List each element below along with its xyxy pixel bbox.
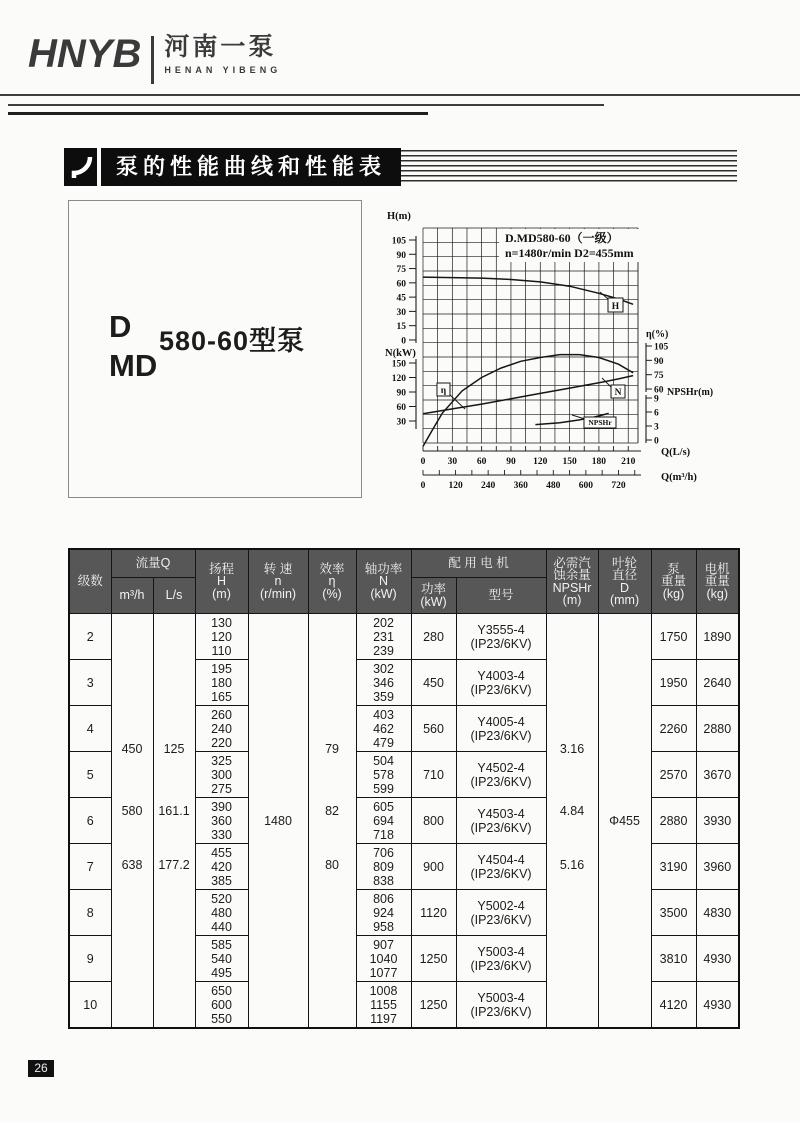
q1-tick-label: 0	[420, 457, 426, 467]
cell-line: 403	[373, 707, 394, 722]
cell-line: 180	[211, 675, 232, 690]
h-tick-label: 45	[396, 293, 406, 304]
cell-line: 605	[373, 799, 394, 814]
cell-line: 1040	[369, 951, 398, 966]
npshr-axis-label: NPSHr(m)	[667, 387, 714, 398]
h-tick-label: 75	[396, 265, 406, 276]
col-flow-ls: L/s	[153, 578, 195, 614]
curve-label: NPSHr	[588, 418, 612, 427]
motor-model-cell	[456, 752, 546, 798]
cell-line: 599	[373, 781, 394, 796]
curve-N	[423, 376, 633, 414]
curve-label: N	[614, 388, 622, 398]
col-motor-power: 功率 (kW)	[411, 578, 456, 614]
merged-value: 125	[163, 742, 185, 757]
motor-model-cell	[456, 936, 546, 982]
merged-value: 450	[121, 742, 143, 757]
cell-line: 360	[211, 813, 232, 828]
speed-column: 1480	[248, 614, 308, 1029]
table-body	[69, 614, 739, 1029]
cell-line: 239	[373, 643, 394, 658]
col-speed: 转 速 n (r/min)	[248, 549, 308, 614]
stage-cell: 2	[69, 614, 111, 660]
cell-line: 718	[373, 827, 394, 842]
cell-line: Y5002-4	[477, 898, 525, 913]
curve-label: η	[440, 386, 447, 396]
motor-model-cell	[456, 706, 546, 752]
eta-tick-label: 60	[654, 385, 664, 396]
h-tick-label: 0	[401, 336, 406, 347]
q2-tick-label: 120	[448, 481, 463, 491]
cell-line: 520	[211, 891, 232, 906]
shaft-power-cell	[356, 706, 411, 752]
col-impeller: 叶轮 直径 D (mm)	[598, 549, 651, 614]
cell-line: 480	[211, 905, 232, 920]
pump-icon	[64, 148, 97, 186]
cell-line: Y5003-4	[477, 990, 525, 1005]
stage-cell: 4	[69, 706, 111, 752]
stage-cell: 8	[69, 890, 111, 936]
cell-line: 120	[211, 629, 232, 644]
eta-axis-label: η(%)	[646, 329, 669, 340]
cell-line: 706	[373, 845, 394, 860]
eta-tick-label: 105	[654, 342, 669, 353]
cell-line: 330	[211, 827, 232, 842]
cell-line: 195	[211, 661, 232, 676]
cell-line: Y5003-4	[477, 944, 525, 959]
motor-model-cell	[456, 798, 546, 844]
efficiency-column	[308, 614, 356, 1029]
q2-tick-label: 360	[513, 481, 528, 491]
cell-line: Y4005-4	[477, 714, 525, 729]
cell-line: 390	[211, 799, 232, 814]
h-tick-label: 60	[396, 279, 406, 290]
h-tick-label: 90	[396, 250, 406, 261]
merged-value: 79	[325, 742, 339, 757]
q1-tick-label: 210	[621, 457, 636, 467]
stage-cell: 9	[69, 936, 111, 982]
pump-weight-cell: 3190	[651, 844, 696, 890]
table-row	[69, 614, 739, 660]
performance-curve-chart	[383, 203, 755, 505]
head-cell	[195, 844, 248, 890]
cell-line: 924	[373, 905, 394, 920]
h-tick-label: 30	[396, 307, 406, 318]
head-cell	[195, 936, 248, 982]
cell-line: 694	[373, 813, 394, 828]
cell-line: (IP23/6KV)	[470, 912, 532, 927]
cell-line: (IP23/6KV)	[470, 728, 532, 743]
q1-tick-label: 30	[447, 457, 458, 467]
cell-line: 578	[373, 767, 394, 782]
shaft-power-cell	[356, 844, 411, 890]
pump-weight-cell: 3500	[651, 890, 696, 936]
cell-line: 585	[211, 937, 232, 952]
cell-line: Y4504-4	[477, 852, 525, 867]
npshr-tick-label: 3	[654, 422, 659, 433]
stage-cell: 5	[69, 752, 111, 798]
motor-weight-cell: 3670	[696, 752, 739, 798]
col-stage: 级数	[69, 549, 111, 614]
curve-η	[423, 355, 633, 447]
header-rule-3	[8, 112, 428, 115]
q2-tick-label: 600	[578, 481, 594, 491]
cell-line: 1008	[369, 983, 398, 998]
col-npshr: 必需汽 蚀余量 NPSHr (m)	[546, 549, 598, 614]
banner-stripes	[401, 150, 737, 185]
col-flow-m3h: m³/h	[111, 578, 153, 614]
q2-tick-label: 240	[481, 481, 496, 491]
col-motor-model: 型号	[456, 578, 546, 614]
cell-line: 838	[373, 873, 394, 888]
cell-line: 907	[373, 937, 394, 952]
head-cell	[195, 614, 248, 660]
head-cell	[195, 752, 248, 798]
logo-acronym: HNYB	[28, 32, 142, 76]
cell-line: 300	[211, 767, 232, 782]
motor-power-cell: 1250	[411, 982, 456, 1029]
company-logo	[28, 34, 281, 84]
n-tick-label: 120	[391, 373, 406, 384]
cell-line: 220	[211, 735, 232, 750]
merged-value: 3.16	[559, 742, 585, 757]
curve-label: H	[611, 302, 620, 312]
flow-ls-column	[153, 614, 195, 1029]
head-cell	[195, 660, 248, 706]
cell-line: 275	[211, 781, 232, 796]
q2-tick-label: 480	[546, 481, 561, 491]
motor-model-cell	[456, 614, 546, 660]
n-tick-label: 90	[396, 388, 406, 399]
merged-value: 161.1	[158, 804, 190, 818]
cell-line: 240	[211, 721, 232, 736]
cell-line: 550	[211, 1011, 232, 1026]
cell-line: 600	[211, 997, 232, 1012]
cell-line: 130	[211, 615, 232, 630]
shaft-power-cell	[356, 660, 411, 706]
n-tick-label: 150	[391, 359, 406, 370]
head-cell	[195, 890, 248, 936]
cell-line: 359	[373, 689, 394, 704]
merged-value: 4.84	[559, 804, 585, 818]
cell-line: 325	[211, 753, 232, 768]
cell-line: Y4503-4	[477, 806, 525, 821]
shaft-power-cell	[356, 798, 411, 844]
cell-line: 385	[211, 873, 232, 888]
logo-chinese-name: 河南一泵	[164, 33, 277, 61]
pump-weight-cell: 2570	[651, 752, 696, 798]
eta-tick-label: 90	[654, 356, 664, 367]
cell-line: 540	[211, 951, 232, 966]
motor-power-cell: 710	[411, 752, 456, 798]
head-cell	[195, 982, 248, 1029]
motor-weight-cell: 1890	[696, 614, 739, 660]
motor-model-cell	[456, 844, 546, 890]
merged-value: 80	[325, 857, 339, 872]
shaft-power-cell	[356, 614, 411, 660]
motor-power-cell: 560	[411, 706, 456, 752]
motor-power-cell: 1250	[411, 936, 456, 982]
col-head: 扬程 H (m)	[195, 549, 248, 614]
stage-cell: 10	[69, 982, 111, 1029]
cell-line: 495	[211, 965, 232, 980]
cell-line: 260	[211, 707, 232, 722]
npshr-tick-label: 6	[654, 408, 659, 419]
motor-model-cell	[456, 660, 546, 706]
cell-line: (IP23/6KV)	[470, 820, 532, 835]
table-header	[69, 549, 739, 614]
model-series-md: MD	[109, 348, 158, 383]
header-rule-2	[8, 104, 604, 106]
shaft-power-cell	[356, 936, 411, 982]
cell-line: Y4003-4	[477, 668, 525, 683]
cell-line: 1155	[370, 997, 397, 1012]
cell-line: Y4502-4	[477, 760, 525, 775]
motor-power-cell: 280	[411, 614, 456, 660]
cell-line: 165	[211, 689, 232, 704]
motor-weight-cell: 3930	[696, 798, 739, 844]
motor-weight-cell: 2880	[696, 706, 739, 752]
merged-value: 5.16	[559, 857, 585, 872]
cell-line: 231	[373, 629, 394, 644]
q1-axis-label: Q(L/s)	[661, 447, 691, 458]
motor-power-cell: 800	[411, 798, 456, 844]
cell-line: 1077	[369, 965, 398, 980]
model-suffix: 580-60型泵	[159, 326, 306, 356]
pump-weight-cell: 2880	[651, 798, 696, 844]
motor-model-cell	[456, 890, 546, 936]
n-axis-label: N(kW)	[385, 348, 416, 359]
h-tick-label: 105	[391, 236, 406, 247]
motor-power-cell: 450	[411, 660, 456, 706]
q1-tick-label: 150	[562, 457, 577, 467]
flow-m3h-column	[111, 614, 153, 1029]
cell-line: 455	[211, 845, 232, 860]
impeller-column: Φ455	[598, 614, 651, 1029]
q2-tick-label: 0	[420, 481, 426, 491]
cell-line: 1197	[370, 1011, 397, 1026]
motor-power-cell: 1120	[411, 890, 456, 936]
motor-weight-cell: 4930	[696, 982, 739, 1029]
col-shaft-power: 轴功率 N (kW)	[356, 549, 411, 614]
merged-value: 580	[121, 804, 143, 818]
stage-cell: 3	[69, 660, 111, 706]
cell-line: 302	[373, 661, 394, 676]
cell-line: 462	[373, 721, 394, 736]
q1-tick-label: 120	[533, 457, 548, 467]
cell-line: 440	[211, 919, 232, 934]
cell-line: (IP23/6KV)	[470, 1004, 532, 1019]
col-pump-weight: 泵 重量 (kg)	[651, 549, 696, 614]
cell-line: 806	[373, 891, 394, 906]
motor-weight-cell: 3960	[696, 844, 739, 890]
curve-H	[423, 277, 633, 304]
shaft-power-cell	[356, 982, 411, 1029]
model-series-d: D	[109, 309, 132, 344]
n-tick-label: 60	[396, 402, 406, 413]
motor-power-cell: 900	[411, 844, 456, 890]
head-cell	[195, 798, 248, 844]
pump-weight-cell: 1950	[651, 660, 696, 706]
h-tick-label: 15	[396, 322, 406, 333]
cell-line: 346	[373, 675, 394, 690]
h-axis-label: H(m)	[387, 211, 411, 222]
cell-line: 809	[373, 859, 394, 874]
cell-line: (IP23/6KV)	[470, 774, 532, 789]
performance-table	[68, 548, 740, 1029]
stage-cell: 6	[69, 798, 111, 844]
n-tick-label: 30	[396, 417, 406, 428]
cell-line: (IP23/6KV)	[470, 958, 532, 973]
col-flow: 流量Q	[111, 549, 195, 578]
eta-tick-label: 75	[654, 371, 664, 382]
motor-weight-cell: 4930	[696, 936, 739, 982]
col-efficiency: 效率 η (%)	[308, 549, 356, 614]
cell-line: (IP23/6KV)	[470, 636, 532, 651]
pump-weight-cell: 3810	[651, 936, 696, 982]
shaft-power-cell	[356, 890, 411, 936]
cell-line: 420	[211, 859, 232, 874]
cell-line: 958	[373, 919, 394, 934]
cell-line: 110	[211, 643, 232, 658]
shaft-power-cell	[356, 752, 411, 798]
q1-tick-label: 180	[591, 457, 607, 467]
chart-title: D.MD580-60（一级）	[505, 231, 619, 245]
logo-text-block	[164, 34, 281, 75]
q1-tick-label: 60	[476, 457, 487, 467]
npshr-column	[546, 614, 598, 1029]
q1-tick-label: 90	[506, 457, 516, 467]
page-number: 26	[28, 1060, 54, 1077]
cell-line: 479	[373, 735, 394, 750]
npshr-tick-label: 0	[654, 436, 659, 447]
chart-subtitle: n=1480r/min D2=455mm	[505, 246, 634, 260]
header-rule-1	[0, 94, 800, 96]
cell-line: (IP23/6KV)	[470, 682, 532, 697]
section-title: 泵的性能曲线和性能表	[101, 148, 401, 186]
cell-line: 504	[373, 753, 394, 768]
logo-english-name: HENAN YIBENG	[164, 64, 282, 75]
motor-weight-cell: 4830	[696, 890, 739, 936]
merged-value: 177.2	[158, 857, 190, 872]
col-motor: 配 用 电 机	[411, 549, 546, 578]
pump-weight-cell: 2260	[651, 706, 696, 752]
motor-model-cell	[456, 982, 546, 1029]
npshr-tick-label: 9	[654, 394, 659, 405]
logo-divider	[151, 36, 154, 84]
merged-value: 82	[325, 804, 339, 818]
cell-line: (IP23/6KV)	[470, 866, 532, 881]
pump-weight-cell: 1750	[651, 614, 696, 660]
q2-axis-label: Q(m³/h)	[661, 472, 697, 483]
merged-value: 638	[121, 857, 143, 872]
curve-label-leader	[572, 415, 585, 419]
model-box	[68, 200, 362, 498]
stage-cell: 7	[69, 844, 111, 890]
cell-line: 202	[373, 615, 394, 630]
head-cell	[195, 706, 248, 752]
q2-tick-label: 720	[611, 481, 626, 491]
motor-weight-cell: 2640	[696, 660, 739, 706]
col-motor-weight: 电机 重量 (kg)	[696, 549, 739, 614]
cell-line: Y3555-4	[477, 622, 525, 637]
cell-line: 650	[211, 983, 232, 998]
pump-weight-cell: 4120	[651, 982, 696, 1029]
